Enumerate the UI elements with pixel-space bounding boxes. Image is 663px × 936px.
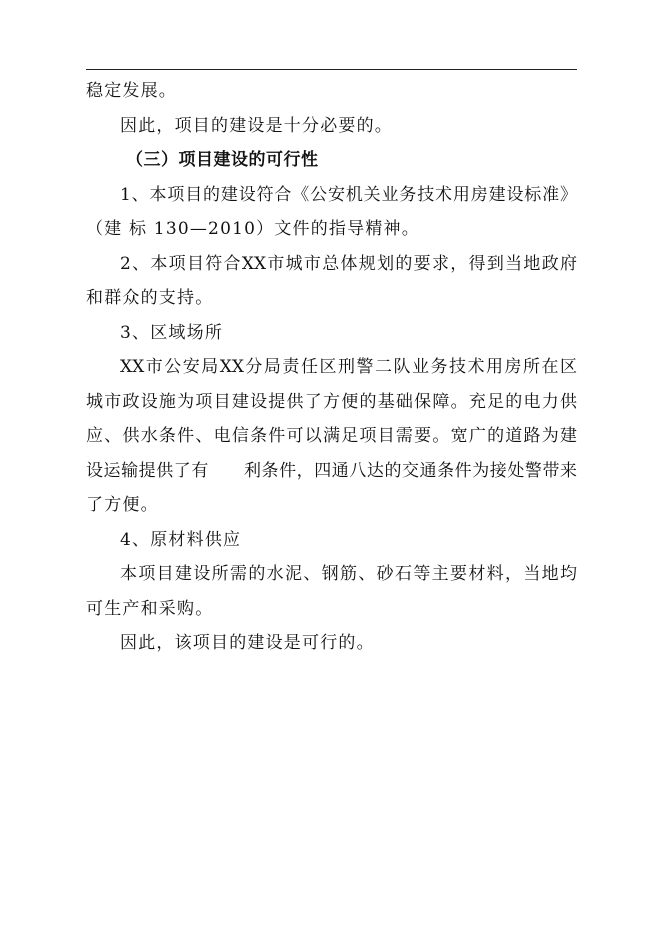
paragraph-line: 3、区域场所 xyxy=(120,322,224,343)
paragraph-line: 可生产和采购。 xyxy=(86,598,214,619)
paragraph-line: 2、本项目符合XX市城市总体规划的要求，得到当地政府 xyxy=(120,253,577,274)
paragraph-line: 4、原材料供应 xyxy=(120,529,242,550)
paragraph-line: 和群众的支持。 xyxy=(86,288,214,308)
document-body xyxy=(86,74,577,661)
paragraph-line: XX市公安局XX分局责任区刑警二队业务技术用房所在区 xyxy=(120,357,577,377)
header-rule xyxy=(86,69,577,70)
paragraph-line: 了方便。 xyxy=(86,495,159,515)
paragraph-line: （建 标 130—2010）文件的指导精神。 xyxy=(86,219,420,239)
paragraph-line: 1、本项目的建设符合《公安机关业务技术用房建设标准》 xyxy=(120,184,577,205)
paragraph-line: 应、供水条件、电信条件可以满足项目需要。宽广的道路为建 xyxy=(86,426,577,446)
paragraph-line: 稳定发展。 xyxy=(86,81,177,101)
paragraph-line: 设运输提供了有 利条件，四通八达的交通条件为接处警带来 xyxy=(86,460,577,481)
paragraph-line: 城市政设施为项目建设提供了方便的基础保障。充足的电力供 xyxy=(86,391,577,412)
paragraph-line: 本项目建设所需的水泥、钢筋、砂石等主要材料，当地均 xyxy=(120,564,577,584)
section-heading: （三）项目建设的可行性 xyxy=(126,150,319,170)
paragraph-line: 因此，该项目的建设是可行的。 xyxy=(120,633,375,653)
paragraph-line: 因此，项目的建设是十分必要的。 xyxy=(120,115,393,136)
